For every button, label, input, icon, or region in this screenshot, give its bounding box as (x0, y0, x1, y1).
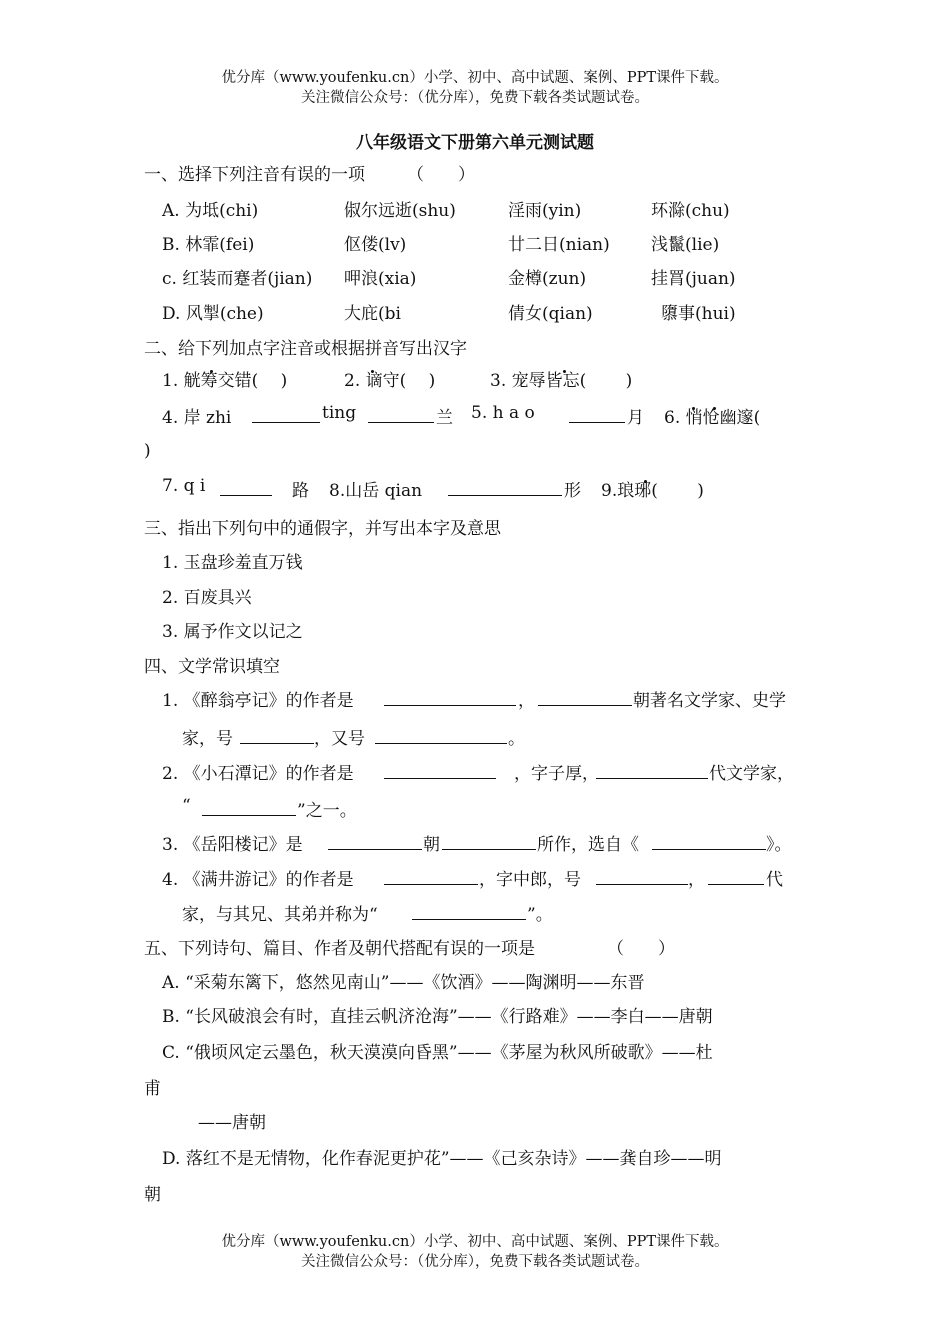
q2-item-9: 9.琅琊( ) (601, 481, 704, 501)
blank-line (368, 407, 434, 423)
blank-line (328, 834, 422, 850)
q1-row2-col3: 廿二日(nian) (508, 235, 610, 255)
q5-option-b: B. “长风破浪会有时，直挂云帆济沧海”——《行路难》——李白——唐朝 (162, 1007, 713, 1027)
q5-option-c-line1: C. “俄顷风定云墨色，秋天漠漠向昏黑”——《茅屋为秋风所破歌》——杜 (162, 1043, 713, 1063)
q4-item-2-line2a: “ (182, 796, 191, 816)
q5-stem: 五、下列诗句、篇目、作者及朝代搭配有误的一项是 (144, 939, 535, 959)
q2-item-5-tail: 月 (627, 408, 644, 428)
q1-row3-col1: c. 红装而蹇者(jian) (162, 269, 313, 289)
q2-stem: 二、给下列加点字注音或根据拼音写出汉字 (144, 339, 467, 359)
q5-option-c-line2: 甫 (144, 1079, 161, 1099)
blank-line (596, 763, 708, 779)
q1-row4-col3: 倩女(qian) (508, 304, 593, 324)
blank-line (252, 407, 320, 423)
q1-row4-col1: D. 风掣(che) (162, 304, 264, 324)
q2-item-4-tail: 兰 (436, 408, 453, 428)
q2-item-4: 4. 岸 zhi (162, 408, 232, 428)
blank-line (240, 728, 314, 744)
q1-answer-paren: （ ） (407, 165, 475, 185)
q4-item-3-b: 朝 (423, 835, 440, 855)
q2-item-1: 1. 觥筹交错( ) (162, 371, 288, 391)
q2-item-6-close: ) (144, 441, 151, 461)
q1-row4-col2: 大庇(bi (344, 304, 401, 324)
q2-item-5: 5. h a o (471, 403, 535, 423)
q4-item-4: 4. 《满井游记》的作者是 (162, 870, 354, 890)
q1-row3-col3: 金樽(zun) (508, 269, 587, 289)
q3-stem: 三、指出下列句中的通假字，并写出本字及意思 (144, 519, 501, 539)
blank-line (569, 407, 625, 423)
q1-row2-col1: B. 林霏(fei) (162, 235, 255, 255)
blank-line (384, 690, 516, 706)
q1-row3-col4: 挂罥(juan) (651, 269, 736, 289)
blank-line (708, 869, 764, 885)
header-line-2: 关注微信公众号：（优分库），免费下载各类试题试卷。 (301, 90, 649, 106)
q3-item-1: 1. 玉盘珍羞直万钱 (162, 553, 303, 573)
header-line-1: 优分库（www.youfenku.cn）小学、初中、高中试题、案例、PPT课件下载。 (221, 70, 729, 86)
blank-line (538, 690, 632, 706)
q4-item-1-line2a: 家，号 (182, 729, 233, 749)
q4-item-4-line2a: 家，与其兄、其弟并称为“ (182, 905, 378, 925)
blank-line (448, 480, 562, 496)
footer-line-2: 关注微信公众号：（优分库），免费下载各类试题试卷。 (301, 1254, 649, 1270)
q2-item-8: 8.山岳 qian (329, 481, 423, 501)
q4-item-1: 1. 《醉翁亭记》的作者是 (162, 691, 354, 711)
q5-option-d-line1: D. 落红不是无情物，化作春泥更护花”——《己亥杂诗》——龚自珍——明 (162, 1149, 722, 1169)
blank-line (384, 763, 496, 779)
blank-line (375, 728, 507, 744)
q2-item-3: 3. 宠辱皆忘( ) (490, 371, 633, 391)
q4-item-3-d: 》。 (766, 835, 792, 855)
q1-row3-col2: 呷浪(xia) (344, 269, 417, 289)
blank-line (412, 904, 526, 920)
q4-item-3: 3. 《岳阳楼记》是 (162, 835, 303, 855)
blank-line (442, 834, 536, 850)
q5-option-a: A. “采菊东篱下，悠然见南山”——《饮酒》——陶渊明——东晋 (162, 973, 645, 993)
blank-line (596, 869, 688, 885)
q4-item-2-line2b: ”之一。 (297, 801, 357, 821)
blank-line (652, 834, 766, 850)
q1-row1-col2: 俶尔远逝(shu) (344, 201, 456, 221)
q4-item-2-tail: 代文学家， (709, 764, 794, 784)
page-title: 八年级语文下册第六单元测试题 (356, 133, 594, 153)
footer-line-1: 优分库（www.youfenku.cn）小学、初中、高中试题、案例、PPT课件下载。 (221, 1234, 729, 1250)
q4-item-2: 2. 《小石潭记》的作者是 (162, 764, 354, 784)
q5-option-c-line3: ——唐朝 (198, 1113, 266, 1133)
q1-row1-col4: 环滁(chu) (651, 201, 730, 221)
q5-option-d-line2: 朝 (144, 1185, 161, 1205)
q4-stem: 四、文学常识填空 (144, 657, 280, 677)
q1-row1-col1: A. 为坻(chi) (162, 201, 259, 221)
q4-item-2-mid: ，字子厚， (514, 764, 599, 784)
q1-row1-col3: 淫雨(yin) (508, 201, 582, 221)
q3-item-3: 3. 属予作文以记之 (162, 622, 303, 642)
q2-item-7-tail: 路 (292, 481, 309, 501)
q4-item-4-c: ， (688, 870, 705, 890)
q1-stem: 一、选择下列注音有误的一项 (144, 165, 365, 185)
q2-item-7: 7. q i (162, 476, 206, 496)
blank-line (202, 800, 296, 816)
q4-item-4-d: 代 (766, 870, 783, 890)
q4-item-1-tail: 朝著名文学家、史学 (633, 691, 786, 711)
q2-item-8-tail: 形 (564, 481, 581, 501)
q2-item-4-pinyin: ting (322, 403, 357, 423)
q4-item-1-comma: ， (518, 691, 535, 711)
q2-item-6: 6. 悄怆幽邃( (664, 408, 761, 428)
q1-row4-col4: 隳事(hui) (661, 304, 736, 324)
blank-line (220, 480, 272, 496)
q1-row2-col2: 伛偻(lv) (344, 235, 407, 255)
q5-answer-paren: （ ） (607, 939, 675, 959)
q2-item-2: 2. 谪守( ) (344, 371, 436, 391)
q4-item-1-line2c: 。 (508, 729, 525, 749)
q4-item-4-line2b: ”。 (527, 905, 553, 925)
q4-item-4-b: ，字中郎，号 (479, 870, 581, 890)
blank-line (384, 869, 478, 885)
q4-item-3-c: 所作，选自《 (537, 835, 639, 855)
q4-item-1-line2b: ，又号 (314, 729, 365, 749)
q3-item-2: 2. 百废具兴 (162, 588, 252, 608)
q1-row2-col4: 浅鬣(lie) (651, 235, 720, 255)
